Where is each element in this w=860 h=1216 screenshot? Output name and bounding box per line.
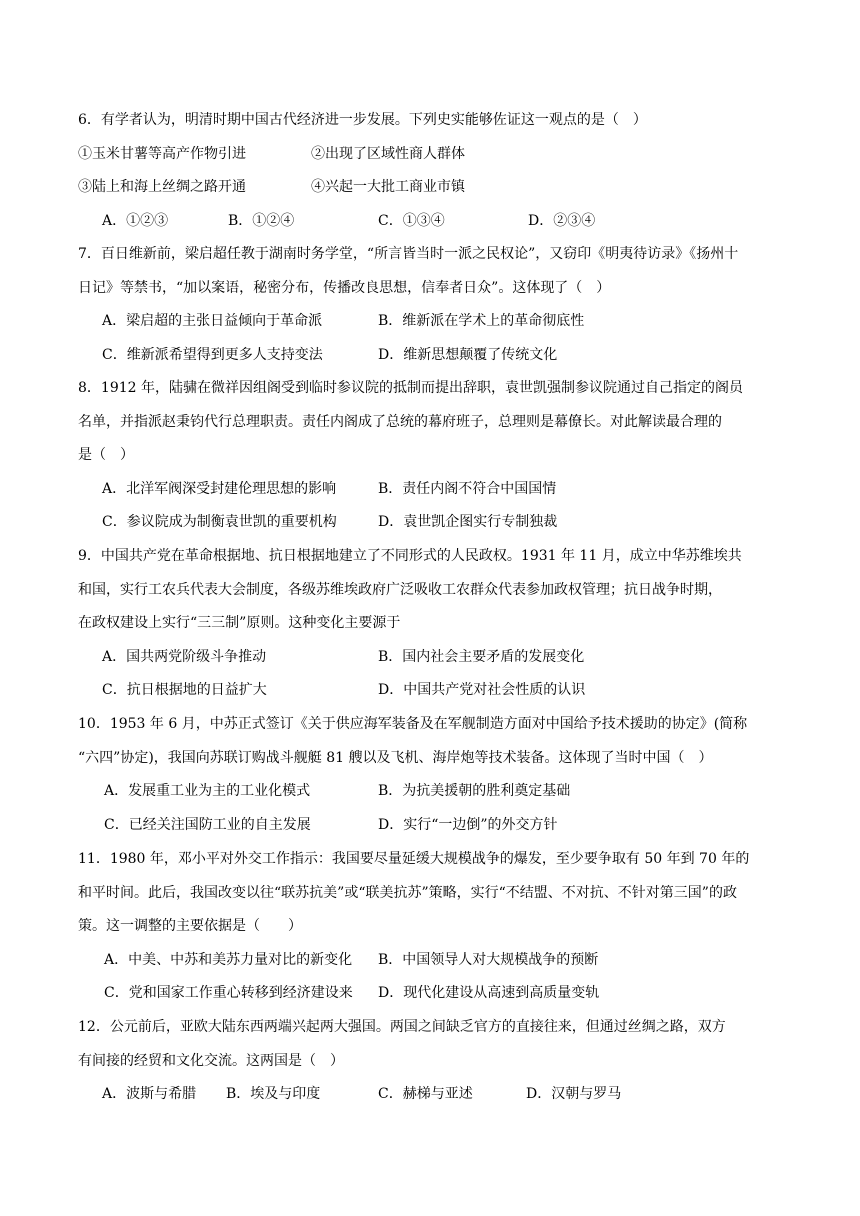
option-b: B．埃及与印度	[226, 1086, 321, 1102]
question-stem-line: 和国，实行工农兵代表大会制度，各级苏维埃政府广泛吸收工农群众代表参加政权管理；抗日战争时期，	[78, 581, 722, 598]
option-d: D．中国共产党对社会性质的认识	[378, 682, 586, 698]
question-stem-line: 6．有学者认为，明清时期中国古代经济进一步发展。下列史实能够佐证这一观点的是（ ）	[78, 112, 647, 128]
question-10	[78, 708, 778, 842]
question-stem-line: 12．公元前后，亚欧大陆东西两端兴起两大强国。两国之间缺乏官方的直接往来，但通过丝绸之路，双方	[78, 1019, 726, 1035]
question-stem-line: 策。这一调整的主要依据是（ ）	[78, 918, 302, 934]
question-11	[78, 843, 778, 1011]
option-a: A．北洋军阀深受封建伦理思想的影响	[102, 480, 337, 497]
statement-row	[78, 171, 778, 205]
option-d: D．现代化建设从高速到高质量变轨	[378, 985, 600, 1001]
statement: ③陆上和海上丝绸之路开通	[78, 179, 246, 195]
question-stem-line: 日记》等禁书，“加以案语，秘密分布，传播改良思想，信奉者日众”。这体现了（ ）	[78, 279, 611, 296]
option-a: A．发展重工业为主的工业化模式	[104, 783, 311, 799]
option-b: B．①②④	[228, 212, 295, 229]
statement: ④兴起一大批工商业市镇	[311, 179, 465, 195]
question-stem-line: 10．1953 年 6 月，中苏正式签订《关于供应海军装备及在军舰制造方面对中国给予技术援助的协定》(简称	[78, 716, 748, 732]
question-stem-line: 7．百日维新前，梁启超任教于湖南时务学堂，“所言皆当时一派之民权论”，又窃印《明夷待访录》《扬州十	[78, 246, 739, 262]
option-row	[78, 1078, 778, 1112]
option-a: A．中美、中苏和美苏力量对比的新变化	[104, 951, 353, 968]
option-b: B．中国领导人对大规模战争的预断	[378, 951, 599, 968]
option-row	[78, 205, 778, 239]
option-d: D．实行“一边倒”的外交方针	[378, 816, 558, 833]
option-c: C．①③④	[378, 212, 445, 229]
option-c: C．党和国家工作重心转移到经济建设来	[104, 985, 353, 1001]
option-d: D．维新思想颠覆了传统文化	[378, 346, 558, 363]
question-stem-line: 有间接的经贸和文化交流。这两国是（ ）	[78, 1052, 344, 1069]
question-7	[78, 238, 778, 372]
statement: ②出现了区域性商人群体	[311, 145, 465, 162]
option-d: D．汉朝与罗马	[526, 1086, 622, 1102]
option-c: C．维新派希望得到更多人支持变法	[102, 346, 323, 363]
question-stem-line: 11．1980 年，邓小平对外交工作指示：我国要尽量延缓大规模战争的爆发，至少要争取有 50 年到 70 年的	[78, 851, 750, 867]
option-c: C．赫梯与亚述	[378, 1086, 473, 1102]
question-6	[78, 104, 778, 238]
option-c: C．参议院成为制衡袁世凯的重要机构	[102, 514, 337, 530]
option-row	[78, 977, 778, 1011]
option-row	[78, 339, 778, 373]
question-stem-line: 在政权建设上实行“三三制”原则。这种变化主要源于	[78, 615, 401, 631]
statement: ①玉米甘薯等高产作物引进	[78, 145, 246, 162]
option-row	[78, 775, 778, 809]
option-row	[78, 641, 778, 675]
option-b: B．为抗美援朝的胜利奠定基础	[378, 783, 571, 799]
option-c: C．抗日根据地的日益扩大	[102, 682, 267, 698]
option-d: D．②③④	[528, 212, 596, 229]
question-9	[78, 540, 778, 708]
option-c: C．已经关注国防工业的自主发展	[104, 816, 311, 833]
option-d: D．袁世凯企图实行专制独裁	[378, 514, 558, 530]
option-row	[78, 809, 778, 843]
option-b: B．国内社会主要矛盾的发展变化	[378, 648, 585, 665]
question-stem-line: “六四”协定)，我国向苏联订购战斗舰艇 81 艘以及飞机、海岸炮等技术装备。这体现了当时中国（ ）	[78, 749, 713, 766]
statement-row	[78, 138, 778, 172]
question-stem-line: 名单，并指派赵秉钧代行总理职责。责任内阁成了总统的幕府班子，总理则是幕僚长。对此解读最合理的	[78, 413, 722, 430]
question-stem-line: 8．1912 年，陆骕在微祥因组阁受到临时参议院的抵制而提出辞职，袁世凯强制参议院通过自己指定的阁员	[78, 380, 743, 396]
option-row	[78, 674, 778, 708]
option-b: B．责任内阁不符合中国国情	[378, 480, 557, 497]
option-a: A．①②③	[102, 212, 169, 229]
question-8	[78, 372, 778, 540]
option-row	[78, 305, 778, 339]
option-row	[78, 473, 778, 507]
option-row	[78, 506, 778, 540]
option-b: B．维新派在学术上的革命彻底性	[378, 313, 585, 329]
option-a: A．波斯与希腊	[102, 1086, 197, 1102]
question-12	[78, 1011, 778, 1112]
question-stem-line: 9．中国共产党在革命根据地、抗日根据地建立了不同形式的人民政权。1931 年 11 月，成立中华苏维埃共	[78, 548, 742, 564]
question-stem-line: 是（ ）	[78, 447, 134, 463]
option-row	[78, 944, 778, 978]
question-stem-line: 和平时间。此后，我国改变以往“联苏抗美”或“联美抗苏”策略，实行“不结盟、不对抗、不针对第三国”的政	[78, 884, 737, 901]
option-a: A．梁启超的主张日益倾向于革命派	[102, 313, 323, 329]
option-a: A．国共两党阶级斗争推动	[102, 648, 267, 665]
